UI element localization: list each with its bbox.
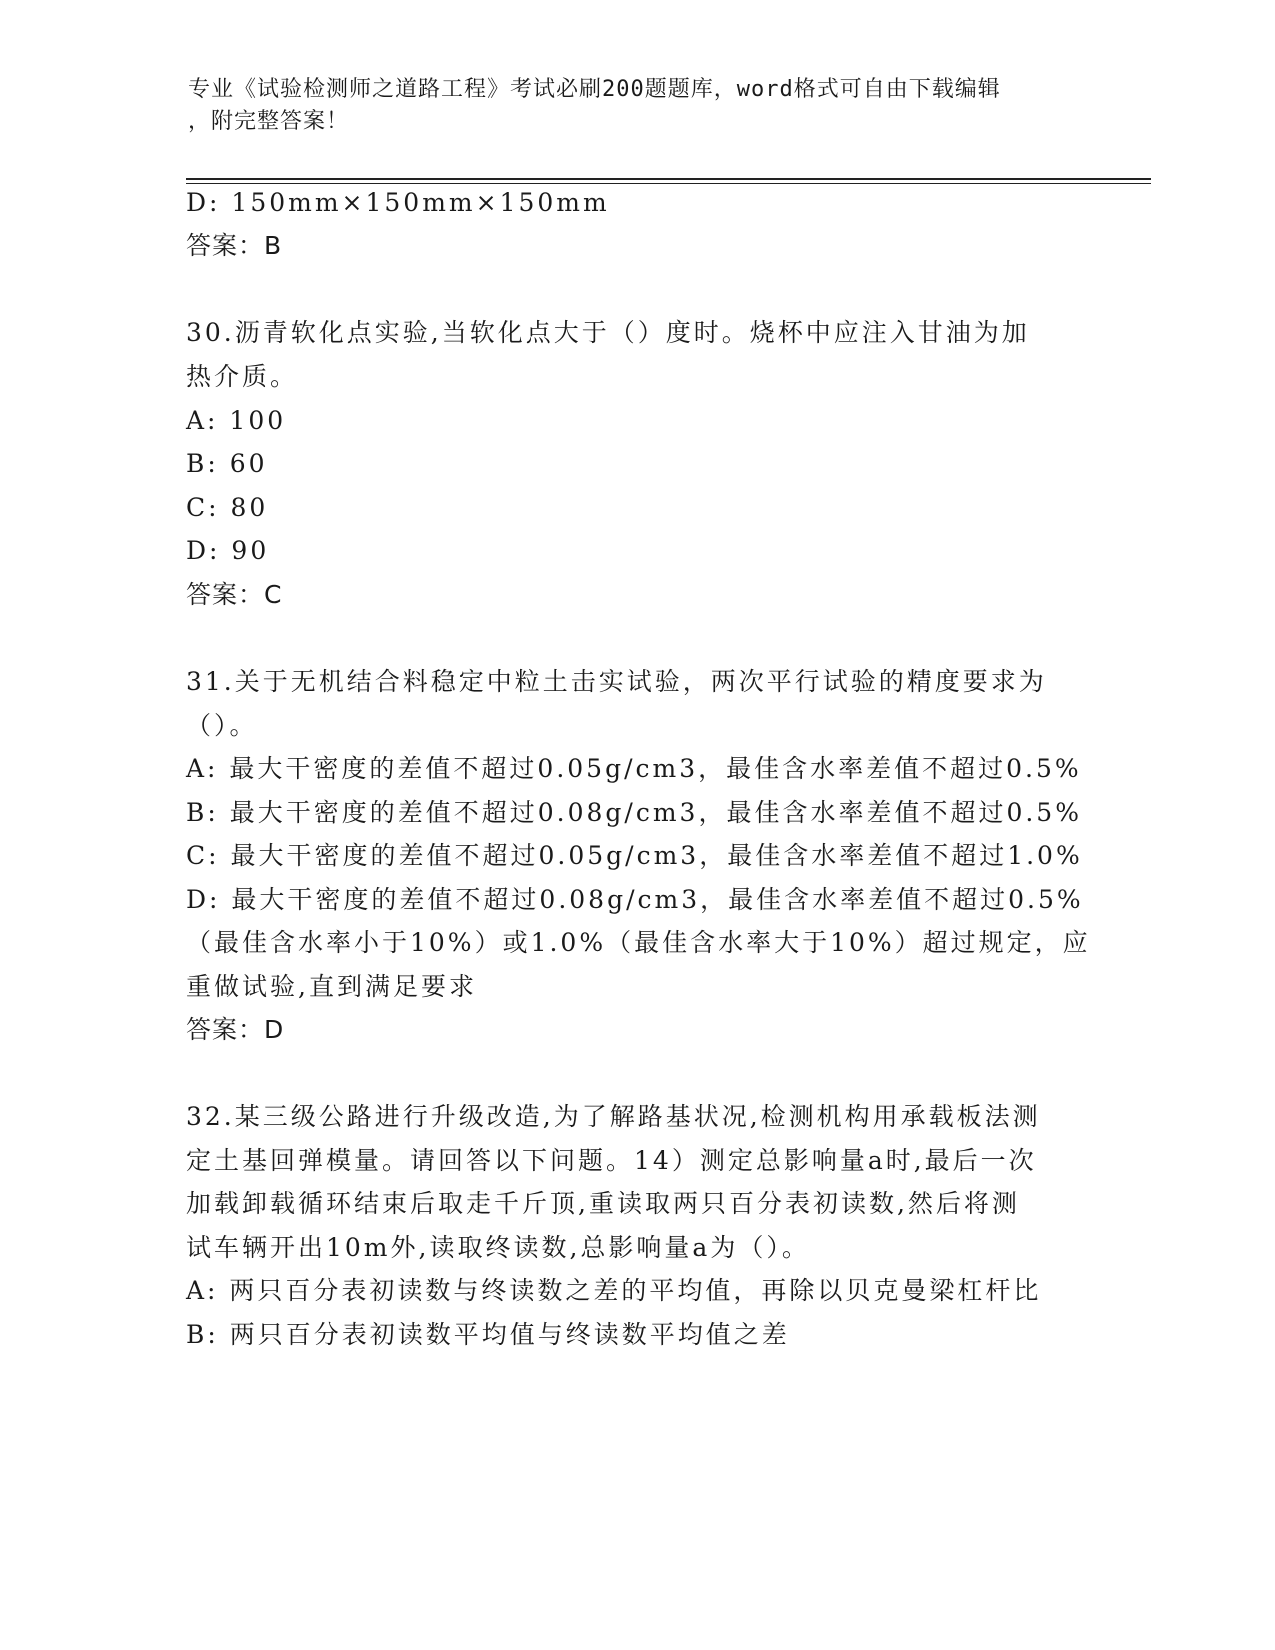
q32-stem-line-4: 试车辆开出10m外,读取终读数,总影响量a为（）。 (186, 1233, 810, 1262)
q32-stem-line-3: 加载卸载循环结束后取走千斤顶,重读取两只百分表初读数,然后将测 (186, 1189, 1020, 1218)
q30-stem-line-2: 热介质。 (186, 362, 299, 391)
q32-stem-line-1: 32.某三级公路进行升级改造,为了解路基状况,检测机构用承载板法测 (186, 1102, 1041, 1131)
q32-stem-line-2: 定土基回弹模量。请回答以下问题。14）测定总影响量a时,最后一次 (186, 1146, 1037, 1175)
q31-stem-line-1: 31.关于无机结合料稳定中粒土击实试验，两次平行试验的精度要求为 (186, 667, 1047, 696)
q31-option-d-line-3: 重做试验,直到满足要求 (186, 972, 477, 1001)
q32-option-b: B: 两只百分表初读数平均值与终读数平均值之差 (186, 1320, 790, 1349)
q30-option-a: A: 100 (186, 406, 287, 435)
q29-answer: 答案：B (186, 231, 283, 260)
q31-option-c: C: 最大干密度的差值不超过0.05g/cm3，最佳含水率差值不超过1.0% (186, 841, 1083, 870)
q31-option-d-line-1: D: 最大干密度的差值不超过0.08g/cm3，最佳含水率差值不超过0.5% (186, 885, 1084, 914)
q31-stem-line-2: （）。 (186, 711, 258, 740)
q31-option-b: B: 最大干密度的差值不超过0.08g/cm3，最佳含水率差值不超过0.5% (186, 798, 1082, 827)
q30-option-d: D: 90 (186, 536, 270, 565)
q29-option-d: D: 150mm×150mm×150mm (186, 188, 610, 217)
q31-option-d-line-2: （最佳含水率小于10%）或1.0%（最佳含水率大于10%）超过规定，应 (186, 928, 1091, 957)
q31-answer: 答案：D (186, 1015, 285, 1044)
header-line-1: 专业《试验检测师之道路工程》考试必刷200题题库，word格式可自由下载编辑 (188, 77, 1001, 102)
header-divider-thin (186, 183, 1151, 184)
q30-stem-line-1: 30.沥青软化点实验,当软化点大于（）度时。烧杯中应注入甘油为加 (186, 318, 1030, 347)
q31-option-a: A: 最大干密度的差值不超过0.05g/cm3，最佳含水率差值不超过0.5% (186, 754, 1082, 783)
q30-answer: 答案：C (186, 580, 283, 609)
q30-option-c: C: 80 (186, 493, 269, 522)
header-divider-thick (186, 178, 1151, 180)
header-line-2: ，附完整答案！ (188, 109, 350, 134)
q32-option-a: A: 两只百分表初读数与终读数之差的平均值，再除以贝克曼梁杠杆比 (186, 1276, 1042, 1305)
document-header (188, 74, 1068, 138)
q30-option-b: B: 60 (186, 449, 268, 478)
